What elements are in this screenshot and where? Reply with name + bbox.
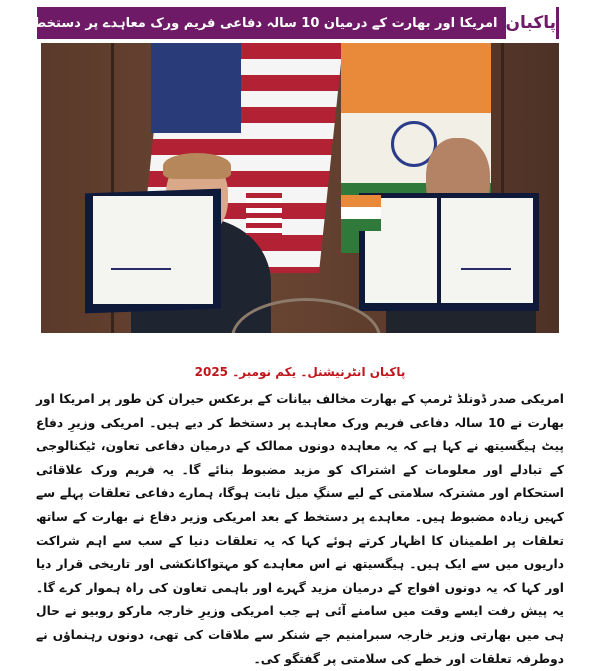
headline: امریکا اور بھارت کے درمیان 10 سالہ دفاعی فریم ورک معاہدے پر دستخط <box>32 15 498 31</box>
header-bar <box>32 7 559 39</box>
desk-us-flag <box>246 193 282 235</box>
person-left-hair <box>163 153 231 179</box>
agreement-document-left <box>93 196 213 304</box>
byline: پاکبان انٹرنیشنل۔ یکم نومبر۔ 2025 <box>194 365 406 379</box>
news-photo <box>41 43 559 333</box>
signature-line <box>111 268 171 270</box>
us-flag-canton <box>151 43 241 133</box>
desk-india-flag <box>341 195 381 231</box>
signature-line <box>461 268 511 270</box>
brand-logo[interactable]: پاکبان <box>506 7 560 39</box>
article-body: امریکی صدر ڈونلڈ ٹرمپ کے بھارت مخالف بیانات کے برعکس حیران کن طور پر امریکا اور بھارت نے 10 سالہ دفاعی فریم ورک معاہدے پر دستخط کر دیے ہیں۔ امریکی وزیرِ دفاع پیٹ ہیگسیتھ نے کہا ہے کہ یہ معاہدہ دونوں ممالک کے درمیان دفاعی تعاون، ٹیکنالوجی کے تبادلے اور معلومات کے اشتراک کو مزید مضبوط بنائے گا۔ یہ فریم ورک علاقائی استحکام اور مشترکہ سلامتی کے لیے سنگِ میل ثابت ہوگا، ہمارے دفاعی تعلقات پہلے سے کہیں زیادہ مضبوط ہیں۔ معاہدے پر دستخط کے بعد امریکی وزیر دفاع نے بھارت کے ساتھ تعلقات پر اطمینان کا اظہار کرتے ہوئے کہا کہ یہ تعلقات دنیا کے سب سے اہم شراکت داریوں میں سے ایک ہیں۔ ہیگسیتھ نے اس معاہدے کو مہتواکانکشی اور تاریخی قرار دیا اور کہا کہ یہ دونوں افواج کے درمیان مزید گہرے اور باہمی تعاون کی راہ ہموار کرے گا۔ یہ پیش رفت ایسے وقت میں سامنے آئی ہے جب امریکی وزیرِ خارجہ مارکو روبیو نے حال ہی میں بھارتی وزیر خارجہ سبرامنیم جے شنکر سے ملاقات کی تھی، دونوں رہنماؤں نے دوطرفہ تعلقات اور خطے کی سلامتی پر گفتگو کی۔ <box>36 392 564 666</box>
india-flag-saffron <box>341 43 491 113</box>
agreement-document-right <box>441 198 533 303</box>
